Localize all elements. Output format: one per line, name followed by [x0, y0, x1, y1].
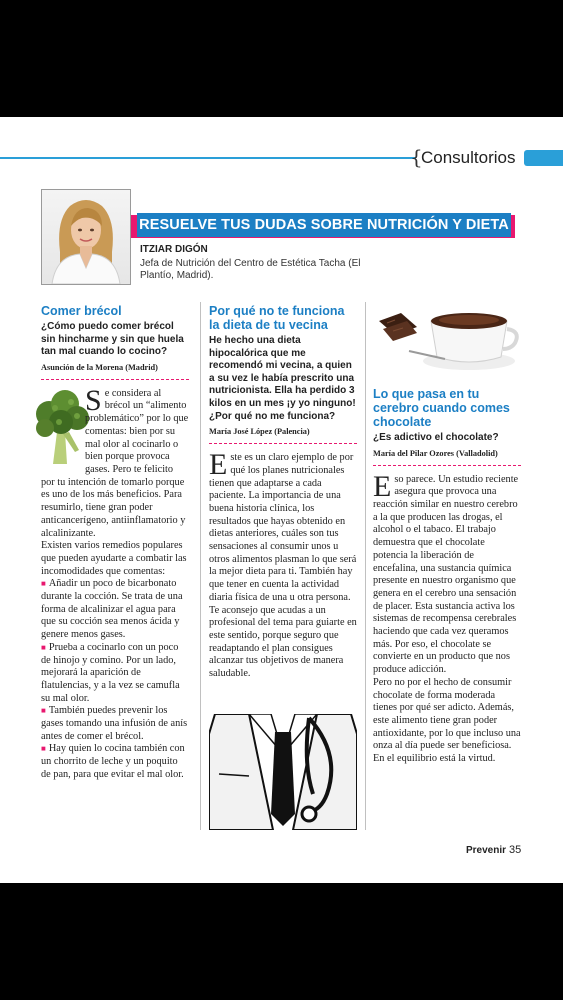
portrait-image: [41, 189, 131, 285]
bullet-item: ■ Prueba a cocinarlo con un poco de hinojo y comino. Por un lado, mejorará la aparición de flatulencias, y a la vez se camufla su mal olor.: [41, 641, 180, 704]
question-column-diet: [209, 304, 357, 681]
section-tab: [524, 150, 563, 166]
answer-paragraph: ste es un claro ejemplo de por qué los planes nutricionales tienen que adaptarse a cada paciente. La importancia de una buena historia clínica, los resultados que hayas obtenido en dietas anteriores, cuáles son tus sensaciones al consumir unos u otros alimentos plasman lo que será la mejor dieta para ti. También hay que tener en cuenta la actividad diaria física de una u otra persona. Te aconsejo que acudas a un profesional del tema para guiarte en este sentido, porque seguro que readaptando el plan consigues alcanzar tus objetivos de manera saludable.: [209, 452, 357, 680]
bullet-item: ■ También puedes prevenir los gases tomando una infusión de anís antes de comer el brécol.: [41, 705, 188, 742]
question-title: Comer brécol: [41, 304, 122, 318]
answer-paragraph: Pero no por el hecho de consumir chocolate de forma moderada tienes por qué ser adicto. Además, este alimento tiene gran poder antioxidante, por lo que incluso una onza al día puede ser beneficiosa. En el equilibrio está la virtud.: [373, 676, 521, 765]
answer-body: [209, 448, 357, 681]
column-divider: [200, 302, 201, 830]
dropcap: S: [85, 383, 102, 417]
page-number: 35: [509, 844, 522, 856]
doctor-illustration-icon: [209, 714, 357, 830]
bullet-square-icon: ■: [41, 744, 46, 754]
question-column-broccoli: [41, 304, 189, 782]
section-title: Consultorios: [421, 148, 516, 167]
answer-paragraph: Existen varios remedios populares que pueden ayudarte a combatir las incomodidades que comentas:: [41, 540, 187, 577]
question-text: He hecho una dieta hipocalórica que me recomendó mi vecina, a quien a su vez le había prescrito una nutricionista. Ella ha perdido 3 kilos en un mes ¡y yo ninguno! ¿Por qué no me funciona?: [209, 335, 356, 422]
answer-body: [373, 469, 521, 766]
header-brace: {: [410, 145, 423, 169]
broccoli-icon: [33, 388, 83, 466]
column-divider: [365, 302, 366, 830]
question-title: Por qué no te funciona la dieta de tu vecina: [209, 304, 345, 332]
dropcap: E: [209, 448, 228, 482]
bullet-square-icon: ■: [41, 706, 46, 716]
bullet-item: ■ Añadir un poco de bicarbonato durante la cocción. Se trata de una forma de alcalinizar el agua para que su cocción sea menos ácida y genere menos gases.: [41, 578, 183, 641]
question-author: Asunción de la Morena (Madrid): [41, 362, 158, 372]
question-text: ¿Es adictivo el chocolate?: [373, 432, 499, 443]
bullet-square-icon: ■: [41, 579, 46, 589]
bullet-item: ■ Hay quien lo cocina también con un chorrito de leche y un poquito de pan, para que evitar el mal olor.: [41, 743, 185, 780]
answer-paragraph: e considera al brécol un “alimento problemático” por lo que comentas: bien por su mal olor al cocinarlo o bien porque provoca gases. Pero te felicito por tu intención de tomarlo porque es uno de los más beneficios. Para resumirlo, tiene gran poder anticancerígeno, antiinflamatorio y alcalinizante.: [41, 387, 189, 539]
author-role: Jefa de Nutrición del Centro de Estética Tacha (El Plantío, Madrid).: [140, 258, 361, 281]
magazine-brand: Prevenir: [466, 845, 507, 856]
magazine-page: [0, 117, 563, 883]
question-title: Lo que pasa en tu cerebro cuando comes chocolate: [373, 387, 510, 429]
answer-body: [41, 383, 189, 782]
question-author: María del Pilar Ozores (Valladolid): [373, 448, 498, 458]
chocolate-cup-icon: [373, 299, 521, 373]
question-author: María José López (Palencia): [209, 427, 310, 437]
bullet-square-icon: ■: [41, 642, 46, 652]
question-text: ¿Cómo puedo comer brécol sin hincharme y sin que huela tan mal cuando lo cocino?: [41, 321, 184, 358]
question-column-chocolate: [373, 387, 521, 766]
answer-paragraph: so parece. Un estudio reciente asegura que provoca una reacción similar en nuestro cerebro a la que producen las drogas, el alcohol o el tabaco. El trabajo demuestra que el chocolate potencia la liberación de encefalina, una sustancia química presente en nuestro organismo que genera en el cerebro una sensación de placer. Esta sustancia activa los sistemas de recompensa cerebrales haciendo que cada vez queramos más. Por eso, el chocolate se convierte en un producto que nos produce adicción.: [373, 473, 519, 676]
header-rule: [0, 157, 416, 159]
dropcap: E: [373, 469, 392, 503]
dashed-separator: [373, 465, 521, 466]
dashed-separator: [209, 443, 357, 444]
author-name: ITZIAR DIGÓN: [140, 244, 208, 255]
article-title: RESUELVE TUS DUDAS SOBRE NUTRICIÓN Y DIETA: [137, 213, 511, 237]
dashed-separator: [41, 379, 189, 380]
